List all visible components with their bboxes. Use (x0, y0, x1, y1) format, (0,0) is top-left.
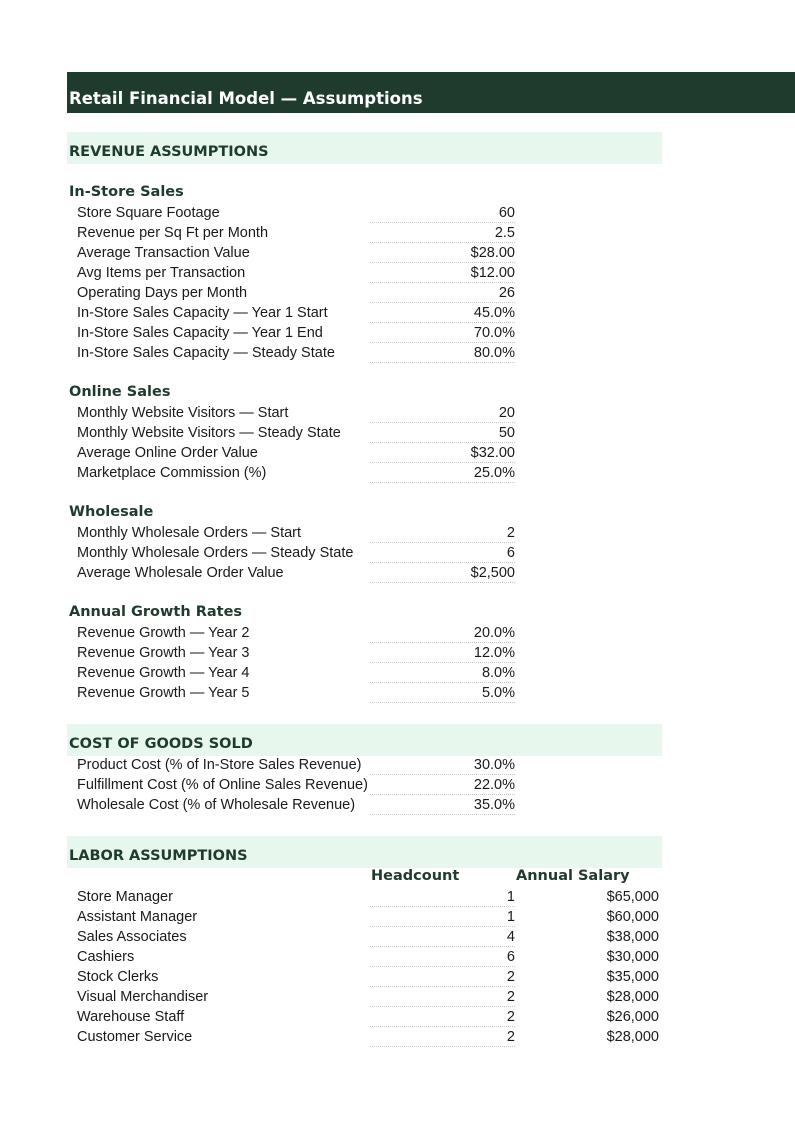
row-cogs-0 (67, 755, 662, 775)
row-value[interactable]: 22.0% (473, 777, 515, 793)
row-label: Avg Items per Transaction (77, 265, 246, 281)
row-divider (370, 482, 515, 483)
row-salary[interactable]: $38,000 (606, 929, 659, 945)
section-revenue (67, 132, 662, 164)
row-value[interactable]: $12.00 (470, 265, 515, 281)
page-title: Retail Financial Model — Assumptions (69, 89, 423, 108)
row-label: Cashiers (77, 949, 135, 965)
subhead-online-sales: Online Sales (69, 384, 171, 400)
row-value[interactable]: 60 (498, 205, 515, 221)
row-label: Warehouse Staff (77, 1009, 185, 1025)
row-value[interactable]: 12.0% (473, 645, 515, 661)
section-title-labor: LABOR ASSUMPTIONS (69, 848, 248, 864)
row-growth-3 (67, 683, 662, 703)
row-label: Customer Service (77, 1029, 193, 1045)
row-value[interactable]: 25.0% (473, 465, 515, 481)
subhead-wholesale: Wholesale (69, 504, 154, 520)
row-headcount[interactable]: 2 (506, 989, 515, 1005)
subhead-annual-growth: Annual Growth Rates (69, 604, 243, 620)
row-label: Revenue Growth — Year 2 (77, 625, 250, 641)
row-labor-3 (67, 947, 662, 967)
row-divider (370, 1046, 515, 1047)
row-growth-2 (67, 663, 662, 683)
row-online-1 (67, 423, 662, 443)
row-label: In-Store Sales Capacity — Year 1 Start (77, 305, 328, 321)
row-label: Average Wholesale Order Value (77, 565, 284, 581)
column-header-headcount: Headcount (371, 868, 460, 884)
row-divider (370, 582, 515, 583)
section-title-revenue: REVENUE ASSUMPTIONS (69, 144, 269, 160)
row-label: In-Store Sales Capacity — Steady State (77, 345, 335, 361)
row-cogs-2 (67, 795, 662, 815)
row-wholesale-1 (67, 543, 662, 563)
row-value[interactable]: 80.0% (473, 345, 515, 361)
row-value[interactable]: 20 (498, 405, 515, 421)
row-value[interactable]: 50 (498, 425, 515, 441)
row-value[interactable]: 2.5 (494, 225, 515, 241)
row-value[interactable]: 5.0% (481, 685, 515, 701)
row-online-2 (67, 443, 662, 463)
row-labor-4 (67, 967, 662, 987)
row-salary[interactable]: $35,000 (606, 969, 659, 985)
row-label: Monthly Website Visitors — Steady State (77, 425, 341, 441)
row-headcount[interactable]: 1 (506, 909, 515, 925)
row-label: Fulfillment Cost (% of Online Sales Revenue) (77, 777, 368, 793)
row-wholesale-2 (67, 563, 662, 583)
row-online-0 (67, 403, 662, 423)
row-value[interactable]: 45.0% (473, 305, 515, 321)
row-growth-0 (67, 623, 662, 643)
row-labor-7 (67, 1027, 662, 1047)
row-label: In-Store Sales Capacity — Year 1 End (77, 325, 323, 341)
row-label: Marketplace Commission (%) (77, 465, 267, 481)
row-value[interactable]: 26 (498, 285, 515, 301)
row-value[interactable]: $2,500 (470, 565, 515, 581)
row-wholesale-0 (67, 523, 662, 543)
row-label: Monthly Website Visitors — Start (77, 405, 289, 421)
row-label: Visual Merchandiser (77, 989, 209, 1005)
row-salary[interactable]: $30,000 (606, 949, 659, 965)
row-salary[interactable]: $60,000 (606, 909, 659, 925)
row-label: Store Square Footage (77, 205, 220, 221)
row-labor-1 (67, 907, 662, 927)
row-label: Stock Clerks (77, 969, 159, 985)
section-title-cogs: COST OF GOODS SOLD (69, 736, 253, 752)
row-value[interactable]: 2 (506, 525, 515, 541)
column-header-annual-salary: Annual Salary (516, 868, 630, 884)
row-label: Wholesale Cost (% of Wholesale Revenue) (77, 797, 356, 813)
row-in-store-1 (67, 223, 662, 243)
row-in-store-5 (67, 303, 662, 323)
row-label: Assistant Manager (77, 909, 198, 925)
row-label: Revenue per Sq Ft per Month (77, 225, 269, 241)
row-value[interactable]: 20.0% (473, 625, 515, 641)
row-salary[interactable]: $65,000 (606, 889, 659, 905)
row-label: Average Online Order Value (77, 445, 258, 461)
row-in-store-6 (67, 323, 662, 343)
row-value[interactable]: 35.0% (473, 797, 515, 813)
row-value[interactable]: 6 (506, 545, 515, 561)
row-growth-1 (67, 643, 662, 663)
row-in-store-7 (67, 343, 662, 363)
row-value[interactable]: $28.00 (470, 245, 515, 261)
row-salary[interactable]: $26,000 (606, 1009, 659, 1025)
row-label: Revenue Growth — Year 4 (77, 665, 250, 681)
row-headcount[interactable]: 1 (506, 889, 515, 905)
row-label: Monthly Wholesale Orders — Steady State (77, 545, 354, 561)
row-headcount[interactable]: 4 (506, 929, 515, 945)
row-label: Store Manager (77, 889, 173, 905)
row-label: Product Cost (% of In-Store Sales Revenue) (77, 757, 362, 773)
row-in-store-3 (67, 263, 662, 283)
row-cogs-1 (67, 775, 662, 795)
row-label: Revenue Growth — Year 5 (77, 685, 250, 701)
row-in-store-4 (67, 283, 662, 303)
row-labor-0 (67, 887, 662, 907)
row-labor-6 (67, 1007, 662, 1027)
row-divider (370, 702, 515, 703)
section-labor (67, 836, 662, 868)
section-cogs (67, 724, 662, 756)
subhead-in-store-sales: In-Store Sales (69, 184, 184, 200)
row-headcount[interactable]: 6 (506, 949, 515, 965)
row-label: Average Transaction Value (77, 245, 250, 261)
row-value[interactable]: 30.0% (473, 757, 515, 773)
row-headcount[interactable]: 2 (506, 969, 515, 985)
row-in-store-2 (67, 243, 662, 263)
row-label: Revenue Growth — Year 3 (77, 645, 250, 661)
row-headcount[interactable]: 2 (506, 1009, 515, 1025)
row-online-3 (67, 463, 662, 483)
row-headcount[interactable]: 2 (506, 1029, 515, 1045)
row-salary[interactable]: $28,000 (606, 989, 659, 1005)
row-in-store-0 (67, 203, 662, 223)
row-label: Operating Days per Month (77, 285, 248, 301)
row-salary[interactable]: $28,000 (606, 1029, 659, 1045)
row-divider (370, 362, 515, 363)
row-value[interactable]: 8.0% (481, 665, 515, 681)
row-labor-5 (67, 987, 662, 1007)
row-label: Sales Associates (77, 929, 187, 945)
title-bar (67, 72, 795, 113)
row-labor-2 (67, 927, 662, 947)
row-label: Monthly Wholesale Orders — Start (77, 525, 302, 541)
row-value[interactable]: $32.00 (470, 445, 515, 461)
row-divider (370, 814, 515, 815)
row-value[interactable]: 70.0% (473, 325, 515, 341)
